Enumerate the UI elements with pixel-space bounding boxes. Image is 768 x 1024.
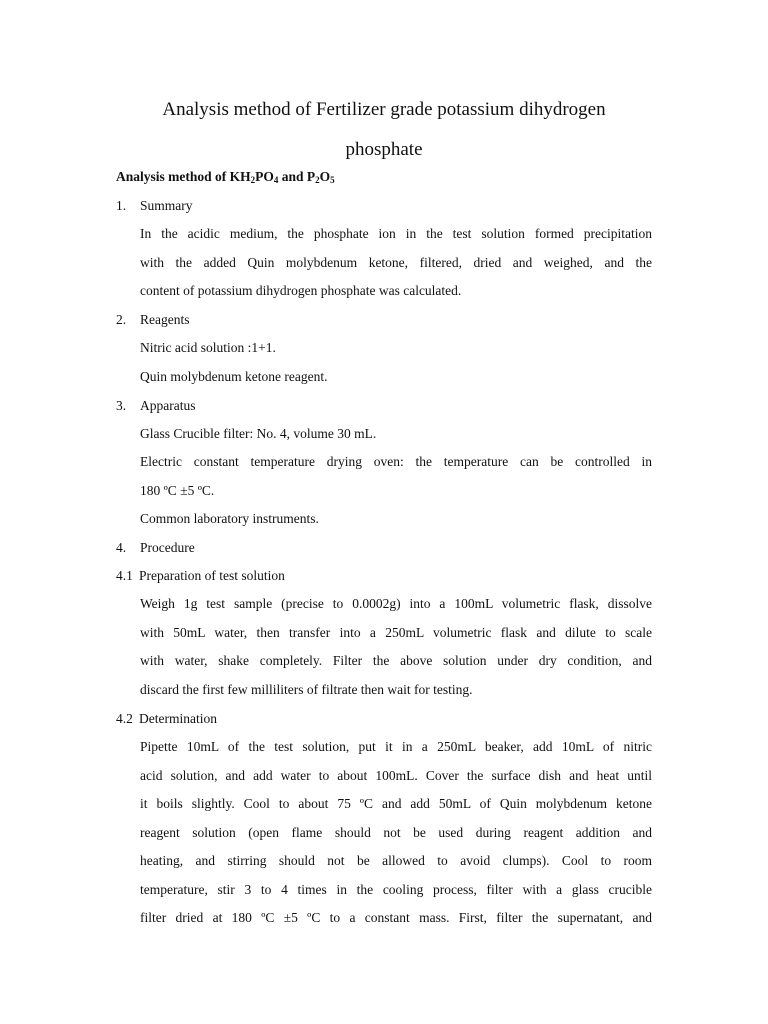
paragraph-line: discard the first few milliliters of filtrate then wait for testing. [140,681,473,697]
paragraph-line: content of potassium dihydrogen phosphate was calculated. [140,283,462,298]
title-line-1: Analysis method of Fertilizer grade potassium dihydrogen [162,99,606,120]
subheading-text: and P [278,169,316,184]
preparation-paragraph [140,590,652,704]
paragraph-line: Weigh 1g test sample (precise to 0.0002g) into a 100mL volumetric flask, dissolve [140,596,652,611]
section-heading-procedure: Procedure [140,540,195,555]
apparatus-item: Glass Crucible filter: No. 4, volume 30 mL. [140,426,377,441]
apparatus-item-oven [140,448,652,505]
apparatus-item: Common laboratory instruments. [140,511,319,526]
section-number: 2. [116,312,127,327]
paragraph-line: heating, and stirring should not be allowed to avoid clumps). Cool to room [140,853,652,868]
subscript: 2 [315,175,320,185]
paragraph-line: reagent solution (open flame should not be used during reagent addition and [140,824,652,840]
section-heading-apparatus: Apparatus [140,398,196,413]
section-number: 3. [116,398,127,413]
subsection-number: 4.1 [116,568,133,583]
subscript: 4 [273,175,279,185]
subheading-text: O [319,169,331,184]
paragraph-line: acid solution, and add water to about 100mL. Cover the surface dish and heat until [140,767,652,783]
subsection-heading-determination: Determination [139,711,217,726]
paragraph-line: In the acidic medium, the phosphate ion in the test solution formed precipitation [140,226,652,241]
paragraph-line: Electric constant temperature drying oven: the temperature can be controlled in [140,454,652,469]
paragraph-line: Pipette 10mL of the test solution, put it in a 250mL beaker, add 10mL of nitric [140,739,652,754]
subscript: 5 [330,175,335,185]
subheading-text: PO [255,169,274,184]
paragraph-line: temperature, stir 3 to 4 times in the cooling process, filter with a glass crucible [140,881,652,897]
section-heading-summary: Summary [140,198,193,213]
subscript: 2 [250,175,256,185]
subheading [116,169,335,185]
section-number: 1. [116,198,127,213]
subsection-heading-preparation: Preparation of test solution [139,568,285,583]
paragraph-line: with the added Quin molybdenum ketone, filtered, dried and weighed, and the [140,254,652,270]
paragraph-line: with 50mL water, then transfer into a 250mL volumetric flask and dilute to scale [140,624,652,640]
subheading-text: Analysis method of KH [116,169,251,184]
reagent-item: Quin molybdenum ketone reagent. [140,369,328,384]
determination-paragraph [140,733,652,933]
section-number: 4. [116,540,127,555]
title-line-2: phosphate [345,139,423,160]
reagent-item: Nitric acid solution :1+1. [140,340,276,355]
document-title [110,90,658,170]
section-heading-reagents: Reagents [140,312,190,327]
subsection-number: 4.2 [116,711,133,726]
paragraph-line: filter dried at 180 ºC ±5 ºC to a constant mass. First, filter the supernatant, and [140,910,652,925]
paragraph-line: with water, shake completely. Filter the above solution under dry condition, and [140,653,652,668]
paragraph-line: it boils slightly. Cool to about 75 ºC and add 50mL of Quin molybdenum ketone [140,796,652,811]
summary-paragraph [140,220,652,306]
paragraph-line: 180 ºC ±5 ºC. [140,482,215,498]
